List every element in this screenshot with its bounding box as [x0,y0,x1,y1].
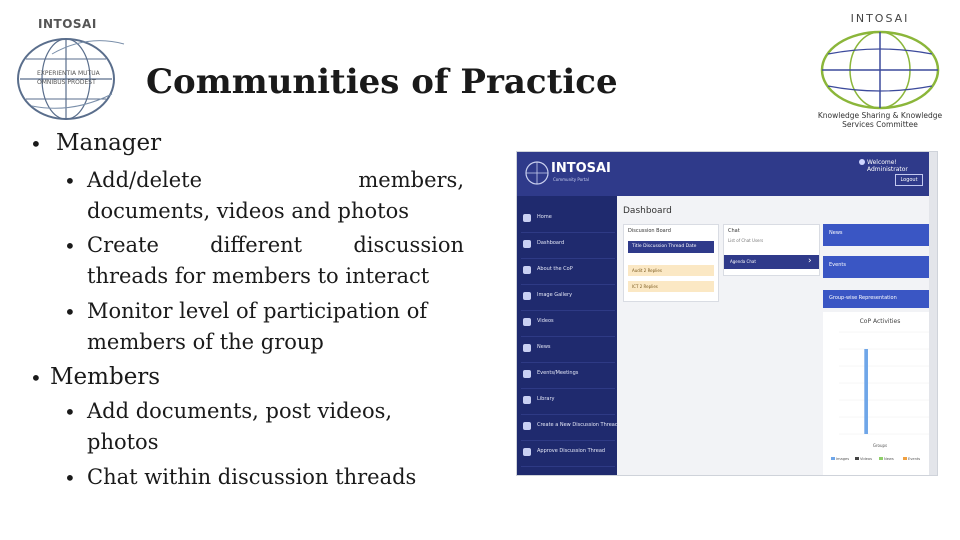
home-icon [523,214,531,222]
sub-bullet-text: Add documents, post videos, [87,399,393,423]
bullet-label: Manager [56,130,162,156]
sidebar-item-events[interactable] [521,362,615,389]
sidebar-item-label: Videos [537,318,554,324]
sub-bullet-continuation: photos [87,430,159,454]
legend-label: Videos [860,457,872,461]
sub-bullet-text: Chat within discussion threads [87,465,417,489]
chat-row-text: Agenda Chat [730,259,756,264]
sidebar-item-news[interactable] [521,336,615,363]
logo-right-name: INTOSAI [850,12,910,25]
video-icon [523,318,531,326]
logout-button[interactable]: Logout [895,174,923,186]
sub-bullet-word: Create [87,233,159,257]
panel-label: News [829,230,843,236]
info-icon [523,266,531,274]
bullet-dot: • [64,300,76,324]
bullet-dot: • [64,400,76,424]
legend-swatch [855,457,859,460]
sidebar-item-create-thread[interactable] [521,414,619,441]
legend-swatch [903,457,907,460]
sidebar-item-label: Create a New Discussion Thread [537,422,619,428]
sidebar-item-label: Home [537,214,552,220]
group-representation-panel [823,290,937,308]
events-panel[interactable] [823,256,937,278]
sidebar-item-library[interactable] [521,388,615,415]
table-header-text: Title Discussion Thread Date [632,244,697,249]
bullet-dot: • [64,234,76,258]
approve-icon [523,448,531,456]
table-row-text: ICT 2 Replies [632,284,658,289]
sidebar-item-label: Image Gallery [537,292,573,298]
sidebar-item-home[interactable] [521,206,615,233]
sub-bullet-word: discussion [353,233,464,257]
portal-brand: INTOSAI [551,161,611,176]
thread-icon [523,422,531,430]
sidebar-item-label: Dashboard [537,240,565,246]
table-row-text: Audit 2 Replies [632,268,662,273]
card-subtitle: List of Chat Users [728,238,764,243]
card-title: Chat [728,228,740,234]
sub-bullet-continuation: documents, videos and photos [87,199,409,223]
bullet-dot: • [64,169,76,193]
activity-chart [823,312,937,475]
sidebar-item-dashboard[interactable] [521,232,615,259]
logo-right-caption: Knowledge Sharing & Knowledge [817,111,943,120]
chart-bar [864,349,868,434]
ksc-globe-logo [818,26,942,112]
panel-label: Group-wise Representation [829,295,897,301]
bullet-dot: • [30,132,42,156]
chat-card [723,224,820,276]
dashboard-title: Dashboard [623,206,672,216]
sidebar-item-label: Library [537,396,555,402]
chart-title: CoP Activities [859,318,901,325]
sidebar-item-approve-thread[interactable] [521,440,615,467]
chevron-right-icon[interactable]: › [808,256,812,266]
news-panel[interactable] [823,224,937,246]
sidebar-item-label: Approve Discussion Thread [537,448,606,454]
portal-sidebar [517,196,617,475]
discussion-board-card [623,224,719,302]
slide-title: Communities of Practice [146,62,618,102]
bullet-dot: • [30,366,42,390]
legend-swatch [831,457,835,460]
portal-user-name: Welcome! Administrator [867,159,908,173]
logo-left-name: INTOSAI [38,17,97,31]
scrollbar[interactable] [929,152,937,475]
sidebar-item-label: About the CoP [537,266,573,272]
sub-bullet-text: Monitor level of participation of [87,299,428,323]
sidebar-item-videos[interactable] [521,310,615,337]
legend-label: Events [908,457,921,461]
chat-row[interactable] [724,255,819,269]
calendar-icon [523,370,531,378]
library-icon [523,396,531,404]
legend-item [879,457,894,461]
card-title: Discussion Board [628,228,671,234]
chart-plot [823,328,937,440]
legend-swatch [879,457,883,460]
news-icon [523,344,531,352]
chart-x-label: Groups [872,443,888,448]
portal-screenshot [516,151,938,476]
logo-right-caption: Services Committee [842,120,918,129]
table-header [628,241,714,253]
legend-label: News [884,457,894,461]
sidebar-item-about[interactable] [521,258,615,285]
legend-item [831,457,849,461]
sub-bullet-word: Add/delete [87,168,203,192]
user-avatar-icon [859,159,865,165]
sub-bullet-continuation: members of the group [87,330,324,354]
sub-bullet-continuation: threads for members to interact [87,264,430,288]
portal-header [517,152,937,196]
dashboard-icon [523,240,531,248]
portal-brand-subtitle: Community Portal [553,177,589,182]
image-icon [523,292,531,300]
table-row[interactable] [628,265,714,276]
sidebar-item-label: News [537,344,551,350]
logo-left-motto: EXPERIENTIA MUTUA [37,70,100,77]
panel-label: Events [829,262,846,268]
sidebar-item-label: Events/Meetings [537,370,579,376]
sub-bullet-word: members, [358,168,464,192]
bullet-dot: • [64,466,76,490]
logo-left-motto: OMNIBUS PRODEST [37,79,96,86]
sidebar-item-image-gallery[interactable] [521,284,615,311]
legend-label: Images [836,457,850,461]
bullet-label: Members [50,364,161,390]
legend-item [855,457,872,461]
sub-bullet-word: different [210,233,303,257]
legend-item [903,457,920,461]
table-row[interactable] [628,281,714,292]
